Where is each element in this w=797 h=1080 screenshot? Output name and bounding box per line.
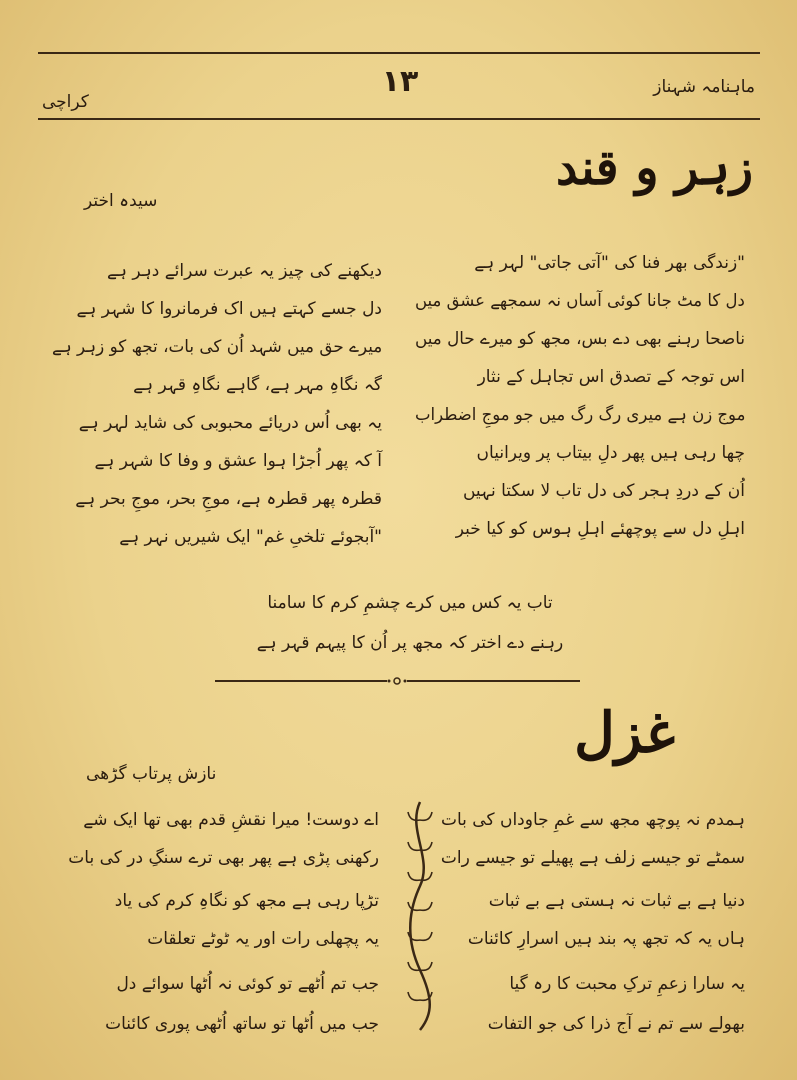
poem2-left-line: رکھنی پڑی ہے پھر بھی ترے سنگِ در کی بات	[68, 848, 379, 868]
poem2-right-line: ہاں یہ کہ تجھ پہ بند ہیں اسرارِ کائنات	[467, 929, 745, 949]
poem1-closing-line: تاب یہ کس میں کرے چشمِ کرم کا سامنا	[267, 593, 553, 613]
poem1-left-line: آ کہ پھر اُجڑا ہوا عشق و وفا کا شہر ہے	[94, 451, 382, 471]
poem1-right-line: چھا رہی ہیں پھر دلِ بیتاب پر ویرانیاں	[476, 443, 745, 463]
poem1-left-line: گہ نگاہِ مہر ہے، گاہے نگاہِ قہر ہے	[133, 375, 382, 395]
poem2-left-line: جب میں اُٹھا تو ساتھ اُٹھی پوری کائنات	[105, 1014, 379, 1034]
poem1-right-line: دل کا مٹ جانا کوئی آساں نہ سمجھے عشق میں	[415, 291, 745, 311]
poem1-right-line: اہلِ دل سے پوچھئے اہلِ ہوس کو کیا خبر	[455, 519, 745, 539]
city-name: کراچی	[42, 92, 89, 112]
poem1-right-line: اُن کے دردِ ہجر کی دل تاب لا سکتا نہیں	[462, 481, 745, 501]
poem2-left-line: اے دوست! میرا نقشِ قدم بھی تھا ایک شے	[83, 810, 379, 830]
poem1-left-line: میرے حق میں شہد اُن کی بات، تجھ کو زہر ہے	[51, 337, 382, 357]
header-bottom-rule	[38, 118, 760, 120]
poem1-closing-line: رہنے دے اختر کہ مجھ پر اُن کا پیہم قہر ہے	[256, 633, 564, 653]
poem1-right-line: "زندگی بھر فنا کی "آتی جاتی" لہر ہے	[474, 253, 745, 273]
poem2-title: غزل	[574, 700, 675, 766]
poem1-author: سیدہ اختر	[84, 191, 158, 211]
poem1-right-line: موج زن ہے میری رگ رگ میں جو موجِ اضطراب	[414, 405, 745, 425]
poem1-left-line: یہ بھی اُس دریائے محبوبی کی شاید لہر ہے	[78, 413, 382, 433]
poem2-right-line: دنیا ہے بے ثبات نہ ہستی ہے بے ثبات	[488, 891, 745, 911]
page-number: ۱۳	[381, 64, 419, 99]
poem1-right-line: اس توجہ کے تصدق اس تجاہل کے نثار	[477, 367, 745, 387]
poem2-right-line: سمٹے تو جیسے زلف ہے پھیلے تو جیسے رات	[440, 848, 745, 868]
header-top-rule	[38, 52, 760, 54]
poem2-right-line: بھولے سے تم نے آج ذرا کی جو التفات	[487, 1014, 745, 1034]
poem2-author: نازش پرتاب گڑھی	[86, 764, 217, 784]
ornamental-divider	[215, 677, 580, 685]
poem1-title: زہر و قند	[555, 140, 753, 196]
poem1-left-line: دل جسے کہتے ہیں اک فرمانروا کا شہر ہے	[76, 299, 382, 319]
poem2-right-line: ہمدم نہ پوچھ مجھ سے غمِ جاوداں کی بات	[440, 810, 745, 830]
poem1-left-line: "آبجوئے تلخیِ غم" ایک شیریں نہر ہے	[119, 527, 382, 547]
poem2-left-line: یہ پچھلی رات اور یہ ٹوٹے تعلقات	[147, 929, 379, 949]
poem2-right-line: یہ سارا زعمِ ترکِ محبت کا رہ گیا	[509, 974, 745, 994]
poem1-right-line: ناصحا رہنے بھی دے بس، مجھ کو میرے حال میں	[414, 329, 745, 349]
vine-ornament-icon	[403, 800, 437, 1032]
poem1-left-line: قطرہ پھر قطرہ ہے، موجِ بحر، موجِ بحر ہے	[75, 489, 382, 509]
magazine-name: ماہنامہ شہناز	[653, 77, 755, 97]
poem2-left-line: جب تم اُٹھے تو کوئی نہ اُٹھا سوائے دل	[116, 974, 379, 994]
poem2-left-line: تڑپا رہی ہے مجھ کو نگاہِ کرم کی یاد	[114, 891, 379, 911]
poem1-left-line: دیکھنے کی چیز یہ عبرت سرائے دہر ہے	[107, 261, 382, 281]
